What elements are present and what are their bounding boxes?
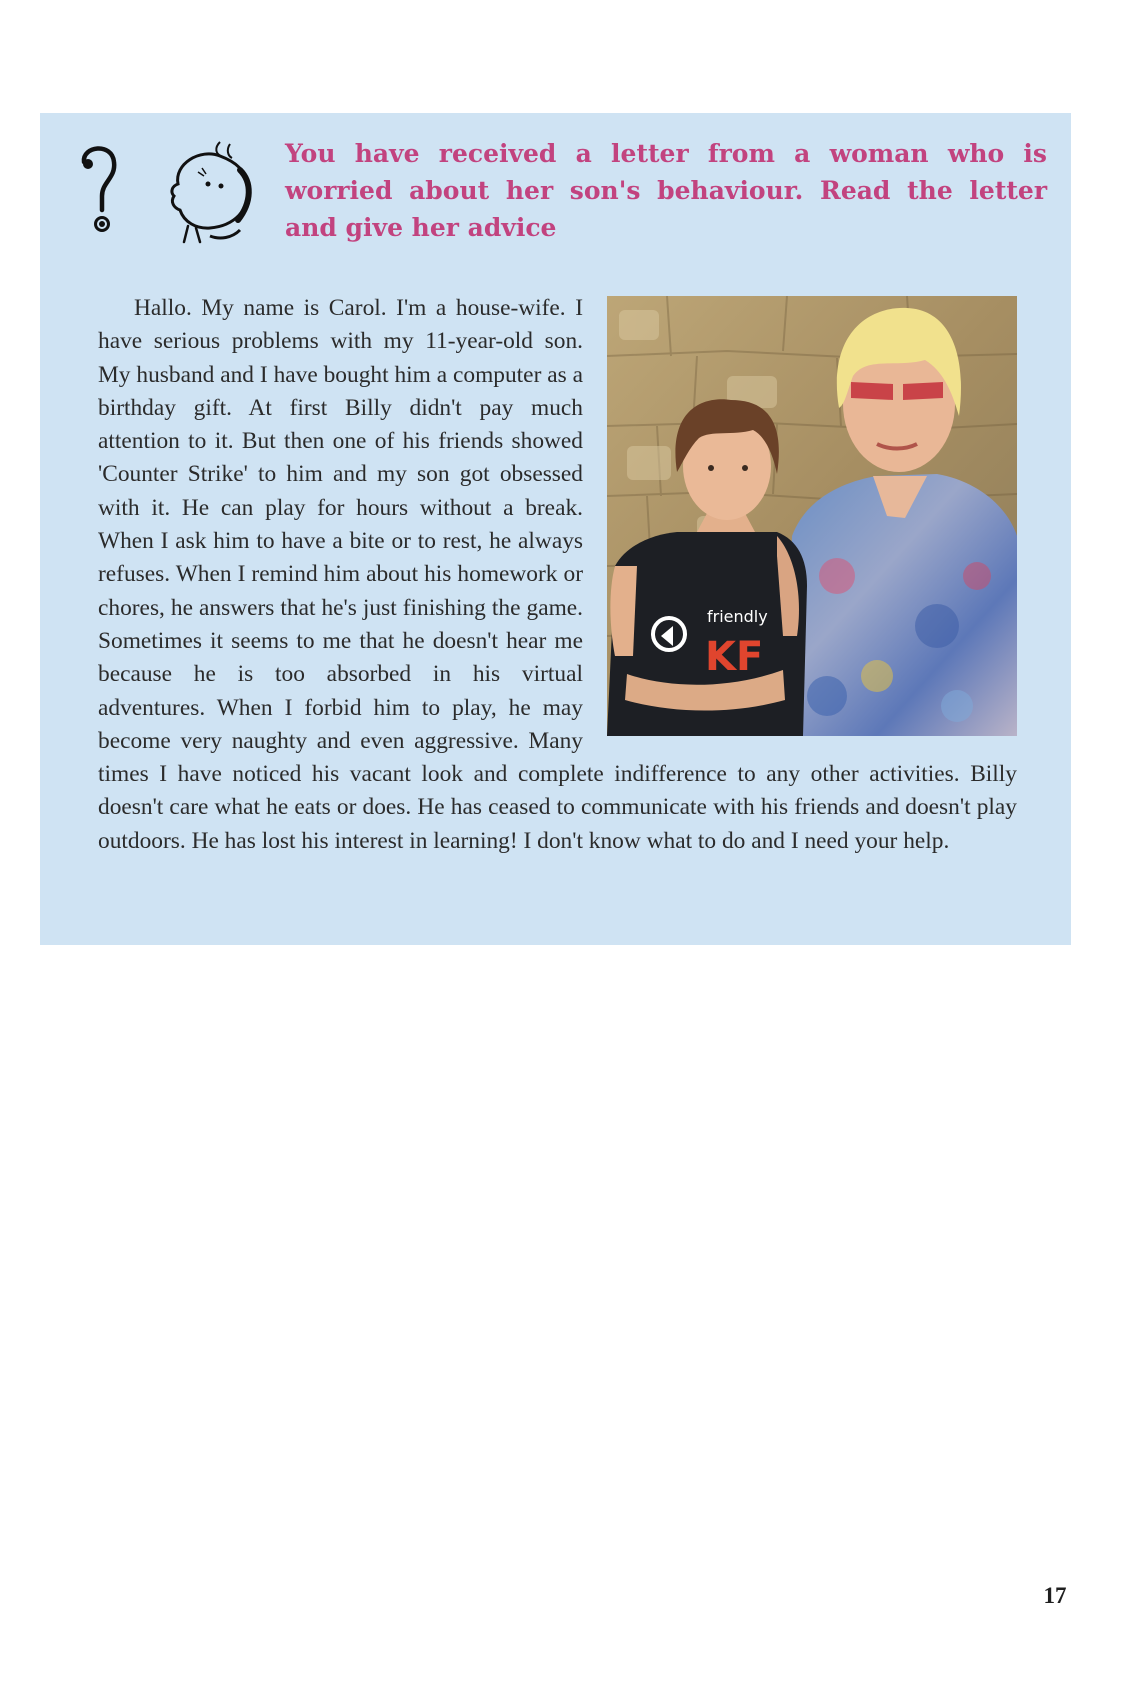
page-number: 17 bbox=[1043, 1583, 1067, 1608]
letter-body bbox=[98, 292, 1017, 858]
letter-text: Hallo. My name is Carol. I'm a house-wife. I have serious problems with my 11-year-old son. My husband and I have bought him a computer as a birthday gift. At first Billy didn't pay much attention to it. But then one of his friends showed 'Counter Strike' to him and my son got obsessed with it. He can play for hours without a break. When I ask him to have a bite or to rest, he always refuses. When I remind him about his homework or chores, he answers that he's just finishing the game. Sometimes it seems to me that he doesn't hear me because he is too absorbed in his virtual adventures. When I forbid him to play, he may become very naughty and even aggressive. Many times I have noticed his vacant look and complete indifference to any other activities. Billy doesn't care what he eats or does. He has ceased to communicate with his friends and doesn't play outdoors. He has lost his interest in learning! I don't know what to do and I need your help. bbox=[98, 295, 1017, 854]
shirt-text-kf: KF bbox=[705, 634, 764, 680]
thinking-head-icon bbox=[172, 142, 249, 242]
question-mark-icon bbox=[83, 148, 114, 230]
shirt-text-friendly: friendly bbox=[707, 607, 768, 626]
task-instruction: You have received a letter from a woman who is worried about her son's behaviour. Read the letter and give her advice bbox=[285, 139, 1047, 242]
mother-and-son-photo bbox=[607, 296, 1017, 736]
task-icons bbox=[70, 140, 260, 250]
